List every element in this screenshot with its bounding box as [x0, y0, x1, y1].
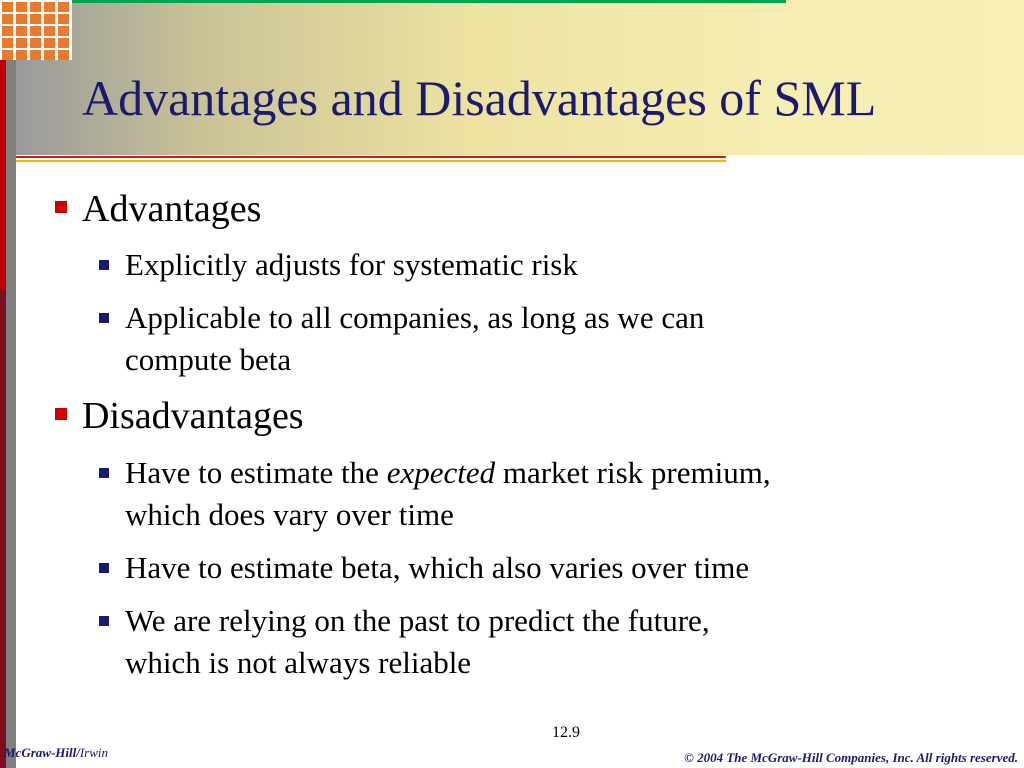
- list-item-text-continued: which does vary over time: [125, 497, 454, 532]
- list-item-text: Explicitly adjusts for systematic risk: [125, 247, 578, 282]
- publisher-sub: Irwin: [79, 745, 109, 760]
- list-item: [125, 244, 578, 286]
- section-heading-advantages: [82, 187, 261, 231]
- square-bullet-icon: [55, 201, 67, 213]
- list-item: [125, 297, 704, 381]
- square-bullet-icon: [99, 563, 109, 573]
- square-bullet-icon: [55, 408, 67, 420]
- list-item-text: Have to estimate beta, which also varies over time: [125, 550, 750, 585]
- slide-title: Advantages and Disadvantages of SML: [82, 70, 877, 126]
- list-item-text-prefix: Have to estimate the: [125, 455, 387, 490]
- section-heading-label: Disadvantages: [82, 395, 304, 437]
- publisher-main: McGraw-Hill/: [4, 745, 80, 760]
- list-item-emphasis: expected: [386, 455, 496, 490]
- square-bullet-icon: [99, 616, 109, 626]
- square-bullet-icon: [99, 260, 109, 270]
- list-item-text: Applicable to all companies, as long as we can: [125, 300, 705, 335]
- section-heading-disadvantages: [82, 394, 304, 438]
- list-item-text: We are relying on the past to predict the future,: [125, 603, 710, 638]
- list-item-text-continued: compute beta: [125, 342, 292, 377]
- section-heading-label: Advantages: [82, 188, 262, 230]
- list-item: [125, 547, 749, 589]
- square-bullet-icon: [99, 313, 109, 323]
- list-item-text-suffix: market risk premium,: [495, 455, 771, 490]
- list-item-text-continued: which is not always reliable: [125, 645, 472, 680]
- list-item: [125, 452, 771, 536]
- square-bullet-icon: [99, 468, 109, 478]
- copyright-notice: © 2004 The McGraw-Hill Companies, Inc. All rights reserved.: [684, 750, 1018, 765]
- publisher-logo-text: [4, 745, 108, 761]
- list-item: [125, 600, 710, 684]
- page-number: 12.9: [552, 724, 580, 741]
